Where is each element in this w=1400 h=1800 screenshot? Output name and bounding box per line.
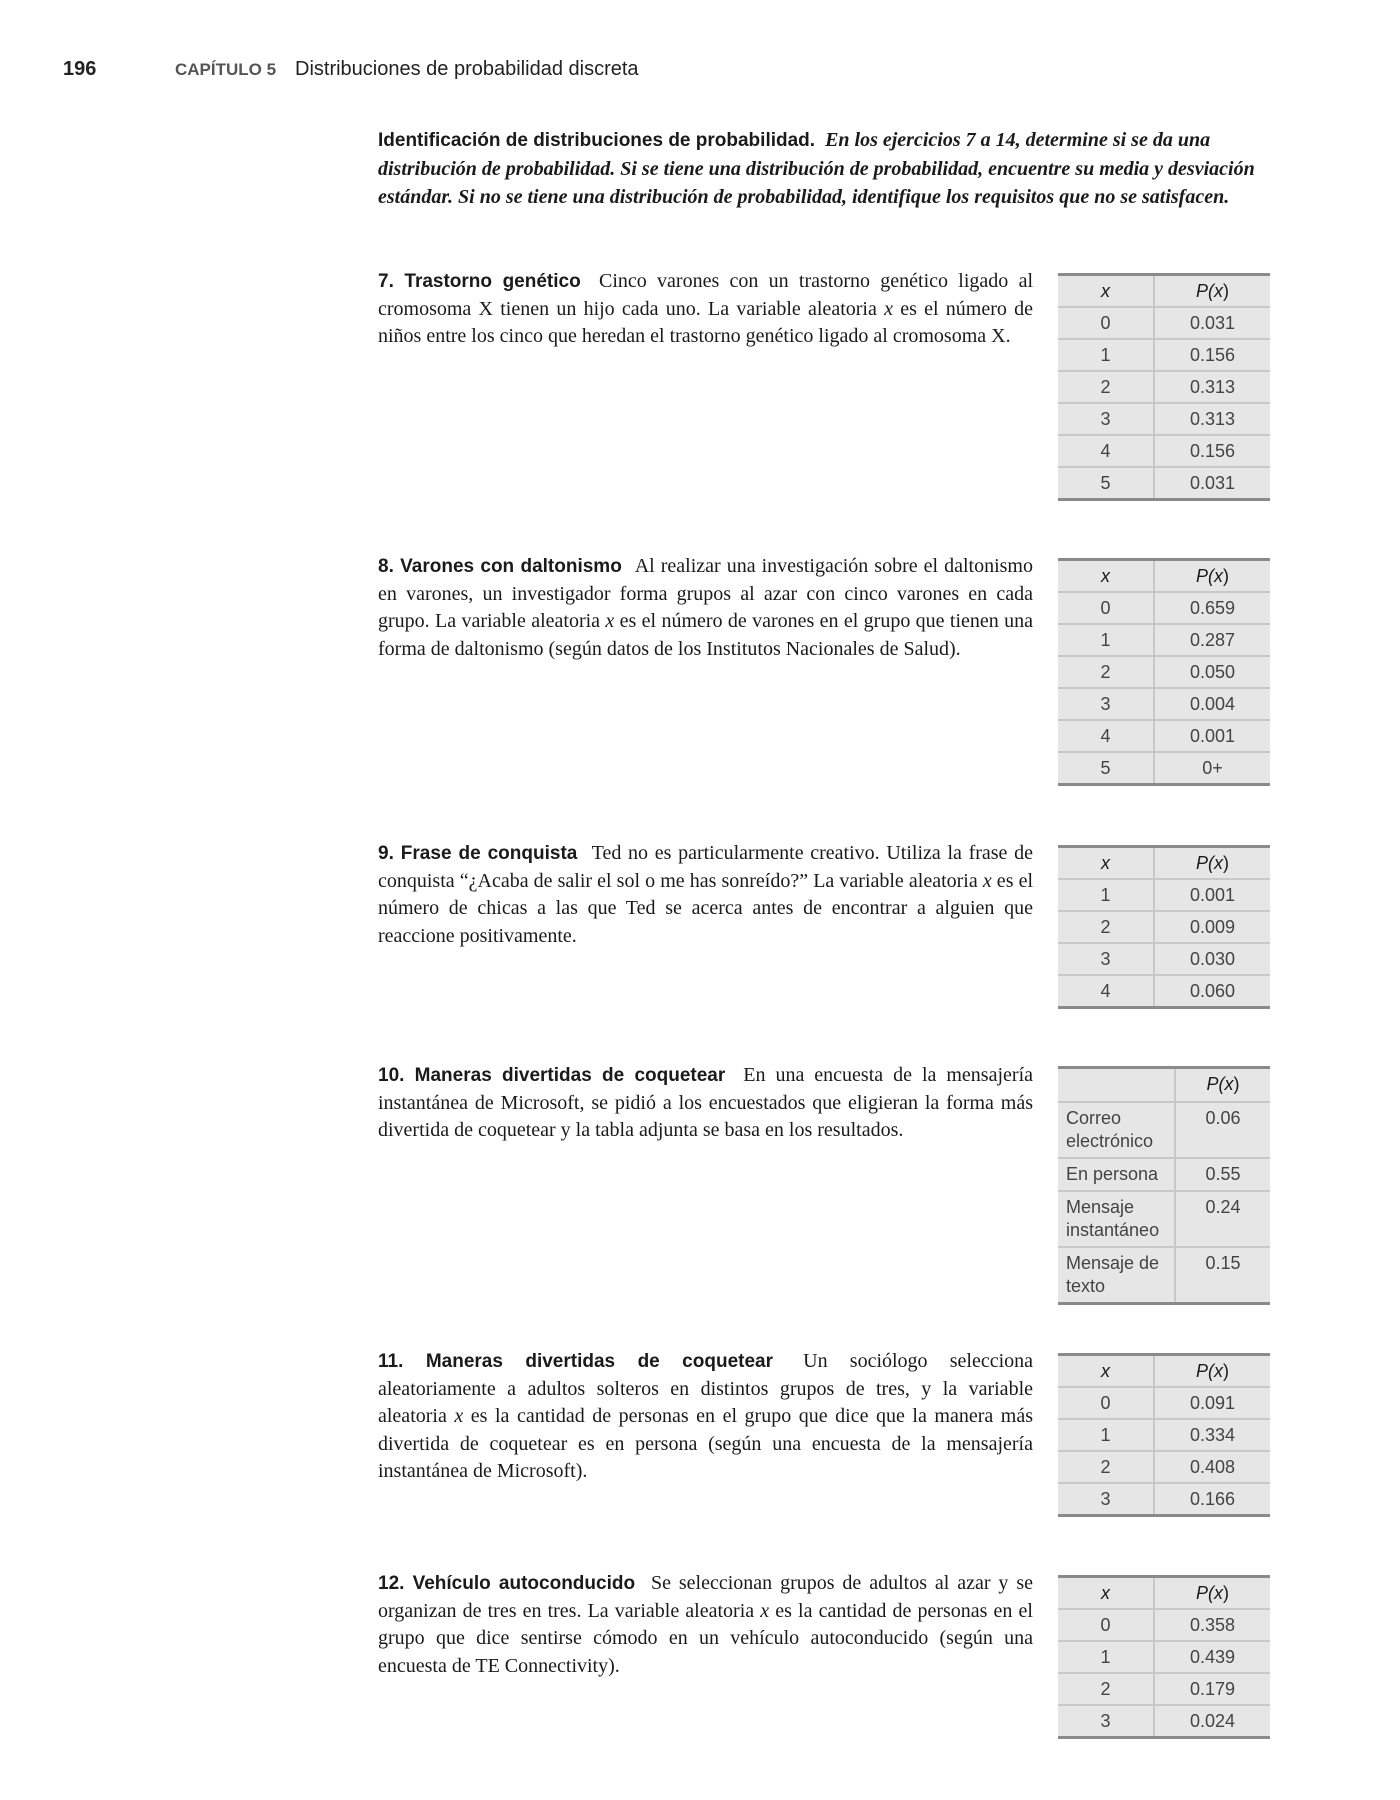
exercise-text (378, 553, 1033, 663)
table-row: Mensaje instantáneo 0.24 (1058, 1191, 1270, 1247)
header-px: P(x) (1154, 1355, 1270, 1388)
table-row: 2 0.009 (1058, 911, 1270, 943)
exercise-title: 12. Vehículo autoconducido (378, 1573, 636, 1594)
table-row: 4 0.001 (1058, 720, 1270, 752)
header-x: x (1058, 1355, 1154, 1388)
variable-x: x (760, 1599, 770, 1622)
exercise-body: Un sociólogo selecciona aleatoriamente a adultos solteros en distintos grupos de tres, y la variable aleatoria (378, 1350, 1034, 1427)
header-category (1058, 1068, 1175, 1103)
table-row: 2 0.313 (1058, 371, 1270, 403)
table-row: 1 0.439 (1058, 1641, 1270, 1673)
section-intro (378, 126, 1273, 211)
table-row: 5 0+ (1058, 752, 1270, 785)
probability-table (1058, 558, 1270, 786)
header-px: P(x) (1154, 1577, 1270, 1610)
exercise-title: 11. Maneras divertidas de coquetear (378, 1351, 773, 1372)
exercise-body: Cinco varones con un trastorno genético ligado al cromosoma X tienen un hijo cada uno. La variable aleatoria (378, 270, 1034, 320)
table-row: 3 0.004 (1058, 688, 1270, 720)
table-row: 0 0.091 (1058, 1387, 1270, 1419)
chapter-title: Distribuciones de probabilidad discreta (295, 58, 639, 80)
table-row: 1 0.287 (1058, 624, 1270, 656)
category-probability-table (1058, 1066, 1270, 1305)
table-row: Correo electrónico 0.06 (1058, 1102, 1270, 1158)
table-row: 0 0.031 (1058, 307, 1270, 339)
table-row: 3 0.030 (1058, 943, 1270, 975)
header-x: x (1058, 275, 1154, 308)
table-row: 2 0.050 (1058, 656, 1270, 688)
exercise-text (378, 1062, 1033, 1145)
table-row: 2 0.408 (1058, 1451, 1270, 1483)
exercise-text (378, 268, 1033, 351)
table-row: 0 0.659 (1058, 592, 1270, 624)
section-instructions: En los ejercicios 7 a 14, determine si se da una distribución de probabilidad. Si se tiene una distribución de probabilidad, encuentre su media y desviación estándar. Si no se tiene una distribución de probabilidad, identifique los requisitos que no se satisfacen. (378, 129, 1255, 208)
variable-x: x (884, 297, 893, 320)
table-row: 3 0.166 (1058, 1483, 1270, 1516)
exercise-body: En una encuesta de la mensajería instantánea de Microsoft, se pidió a los encuestados que eligieran la forma más divertida de coquetear y la tabla adjunta se basa en los resultados. (378, 1064, 1033, 1141)
header-x: x (1058, 560, 1154, 593)
header-px: P(x) (1154, 275, 1270, 308)
exercise-body: Ted no es particularmente creativo. Utiliza la frase de conquista “¿Acaba de salir el sol o me has sonreído?” La variable aleatoria (378, 842, 1033, 892)
table-row: 1 0.334 (1058, 1419, 1270, 1451)
header-px: P(x) (1154, 560, 1270, 593)
exercise-title: 10. Maneras divertidas de coquetear (378, 1065, 726, 1086)
variable-x: x (605, 610, 615, 632)
header-px: P(x) (1154, 847, 1270, 880)
variable-x: x (454, 1405, 464, 1427)
page-header (0, 58, 1400, 88)
probability-table (1058, 1353, 1270, 1517)
table-row: 1 0.156 (1058, 339, 1270, 371)
chapter-label: CAPÍTULO 5 (175, 60, 277, 79)
probability-table (1058, 1575, 1270, 1739)
probability-table (1058, 845, 1270, 1009)
table-row: 5 0.031 (1058, 467, 1270, 500)
exercise-text (378, 1348, 1033, 1486)
section-heading: Identificación de distribuciones de probabilidad. (378, 130, 816, 151)
exercise-title: 8. Varones con daltonismo (378, 556, 622, 577)
exercise-body-cont: es el número de chicas a las que Ted se acerca antes de encontrar a alguien que reaccione positivamente. (378, 869, 1033, 947)
table-row: 3 0.313 (1058, 403, 1270, 435)
variable-x: x (982, 869, 992, 892)
table-row: En persona 0.55 (1058, 1158, 1270, 1191)
exercise-title: 7. Trastorno genético (378, 271, 581, 292)
exercise-body-cont: es el número de varones en el grupo que tienen una forma de daltonismo (según datos de los Institutos Nacionales de Salud). (378, 610, 1034, 660)
table-row: 4 0.060 (1058, 975, 1270, 1008)
probability-table (1058, 273, 1270, 501)
page-number: 196 (63, 58, 97, 80)
exercise-body: Se seleccionan grupos de adultos al azar y se organizan de tres en tres. La variable aleatoria (378, 1572, 1033, 1622)
header-px: P(x) (1175, 1068, 1270, 1103)
exercise-body-cont: es el número de niños entre los cinco que heredan el trastorno genético ligado al cromosoma X. (378, 297, 1033, 347)
table-row: 2 0.179 (1058, 1673, 1270, 1705)
exercise-body-cont: es la cantidad de personas en el grupo que dice sentirse cómodo en un vehículo autoconducido (según una encuesta de TE Connectivity). (378, 1599, 1033, 1677)
exercise-title: 9. Frase de conquista (378, 843, 578, 864)
header-x: x (1058, 1577, 1154, 1610)
table-row: 0 0.358 (1058, 1609, 1270, 1641)
exercise-text (378, 1570, 1033, 1680)
table-row: 1 0.001 (1058, 879, 1270, 911)
exercise-body-cont: es la cantidad de personas en el grupo que dice que la manera más divertida de coquetear es en persona (según una encuesta de la mensajería instantánea de Microsoft). (378, 1405, 1033, 1482)
exercise-body: Al realizar una investigación sobre el daltonismo en varones, un investigador forma grupos al azar con cinco varones en cada grupo. La variable aleatoria (378, 555, 1033, 632)
table-row: Mensaje de texto 0.15 (1058, 1247, 1270, 1304)
table-row: 3 0.024 (1058, 1705, 1270, 1738)
exercise-text (378, 840, 1033, 950)
header-x: x (1058, 847, 1154, 880)
table-row: 4 0.156 (1058, 435, 1270, 467)
